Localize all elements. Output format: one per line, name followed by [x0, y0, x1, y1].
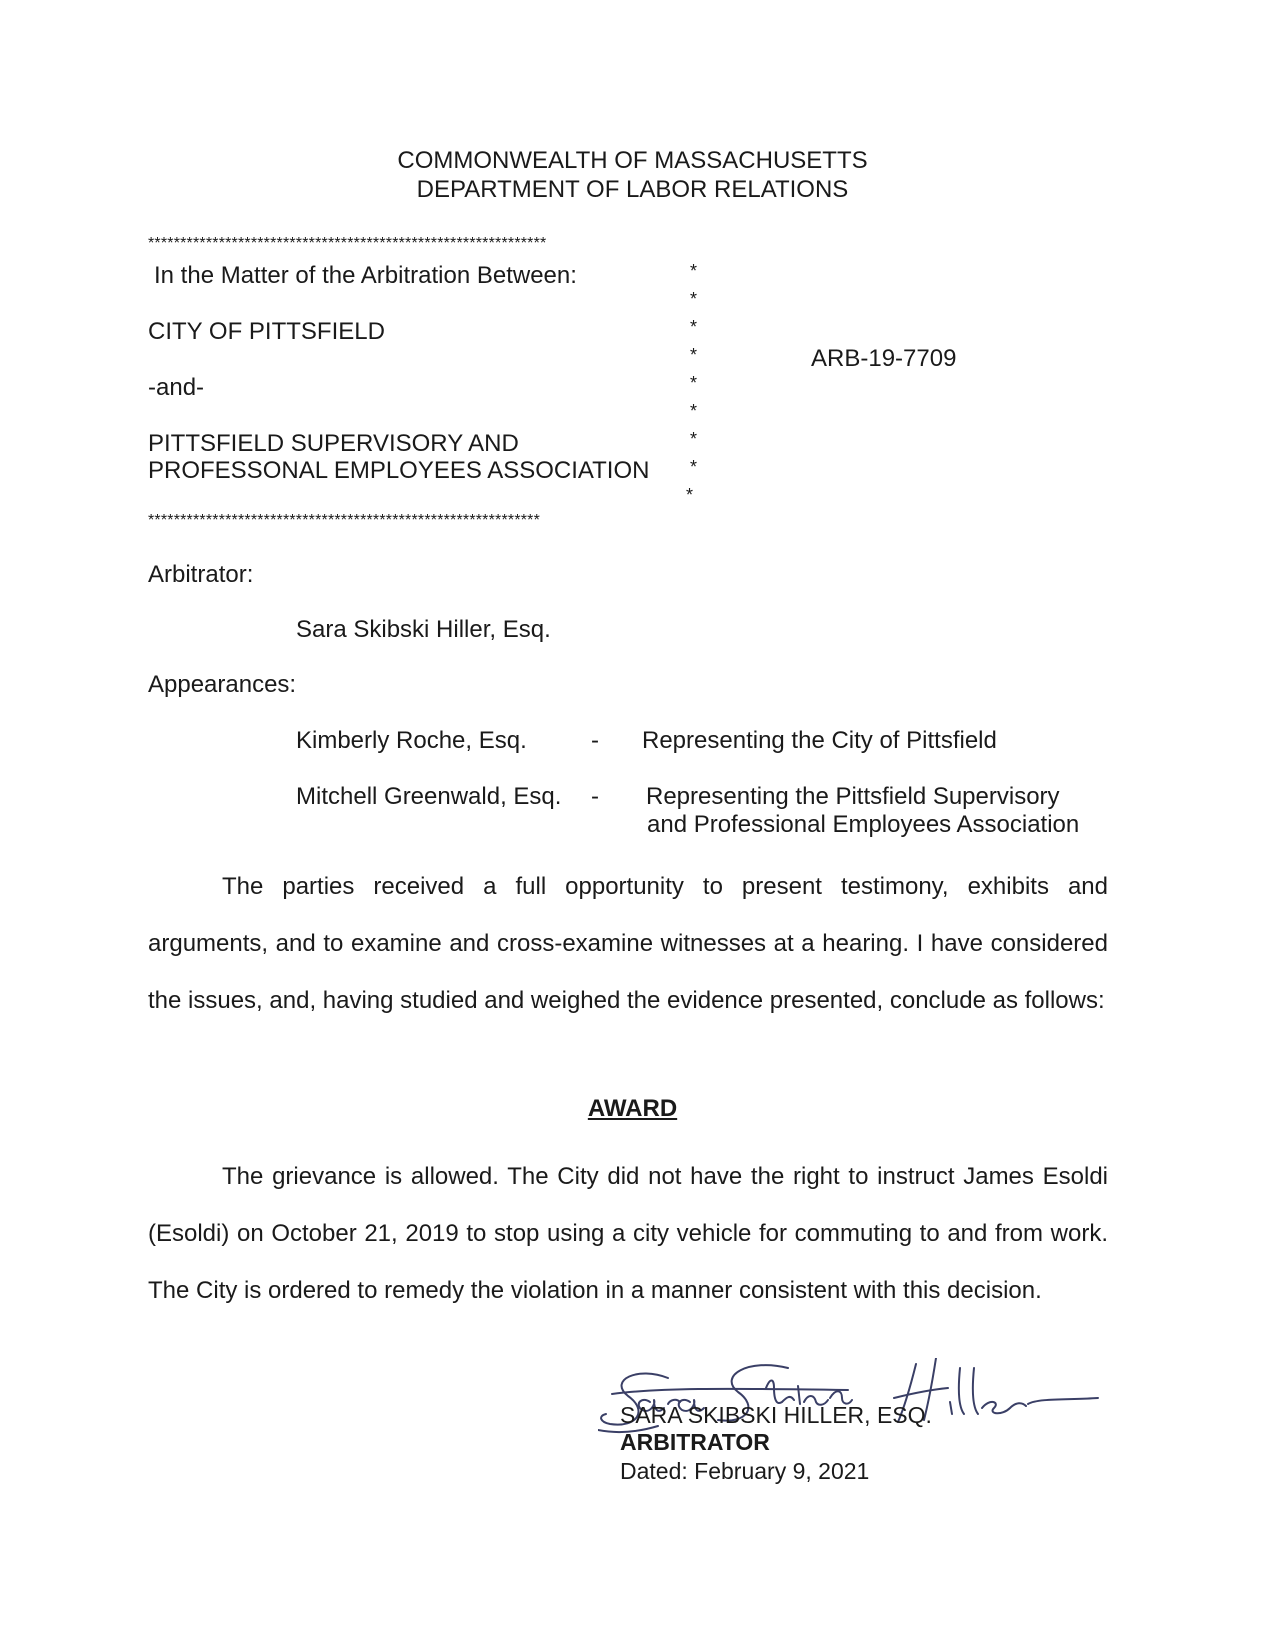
appearance-name: Mitchell Greenwald, Esq.: [296, 783, 562, 810]
caption-star: *: [690, 429, 698, 449]
caption-star: *: [690, 401, 698, 421]
star-rule-bottom: *************************************************************: [148, 513, 541, 529]
signature-date: Dated: February 9, 2021: [620, 1458, 870, 1484]
appearance-role: Representing the Pittsfield Supervisory: [646, 783, 1060, 810]
signer-title: ARBITRATOR: [620, 1429, 770, 1455]
signer-name: SARA SKIBSKI HILLER, ESQ.: [620, 1402, 932, 1428]
party-union-line2: PROFESSONAL EMPLOYEES ASSOCIATION: [148, 457, 650, 484]
arbitrator-label: Arbitrator:: [148, 561, 254, 588]
agency-name: COMMONWEALTH OF MASSACHUSETTS: [397, 147, 868, 174]
award-text: The grievance is allowed. The City did not have the right to instruct James Esoldi (Esoldi) on October 21, 2019 to stop using a city vehicle for commuting to and from work. The City is ordered to remedy the violation in a manner consistent with this decision.: [148, 1163, 1108, 1304]
department-name: DEPARTMENT OF LABOR RELATIONS: [416, 176, 849, 203]
appearance-role: Representing the City of Pittsfield: [642, 727, 997, 754]
star-rule-top: **************************************************************: [148, 236, 547, 252]
matter-heading: In the Matter of the Arbitration Between:: [154, 262, 577, 289]
caption-star: *: [690, 289, 698, 309]
award-heading: AWARD: [587, 1095, 678, 1122]
appearance-name: Kimberly Roche, Esq.: [296, 727, 527, 754]
and-separator: -and-: [148, 374, 205, 401]
caption-star: *: [690, 373, 698, 393]
appearance-dash: -: [591, 727, 599, 754]
arbitrator-name: Sara Skibski Hiller, Esq.: [296, 616, 551, 643]
party-union-line1: PITTSFIELD SUPERVISORY AND: [148, 430, 519, 457]
caption-star: *: [686, 485, 694, 505]
case-number: ARB-19-7709: [811, 345, 957, 372]
appearance-role-continued: and Professional Employees Association: [647, 811, 1080, 838]
caption-star: *: [690, 317, 698, 337]
party-city: CITY OF PITTSFIELD: [148, 318, 385, 345]
caption-star: *: [690, 261, 698, 281]
caption-star: *: [690, 345, 698, 365]
caption-star: *: [690, 457, 698, 477]
appearances-label: Appearances:: [148, 671, 297, 698]
appearance-dash: -: [591, 783, 599, 810]
intro-paragraph: The parties received a full opportunity to present testimony, exhibits and arguments, and to examine and cross-examine witnesses at a hearing. I have considered the issues, and, having studied and weighed the evidence presented, conclude as follows:: [148, 873, 1108, 1014]
